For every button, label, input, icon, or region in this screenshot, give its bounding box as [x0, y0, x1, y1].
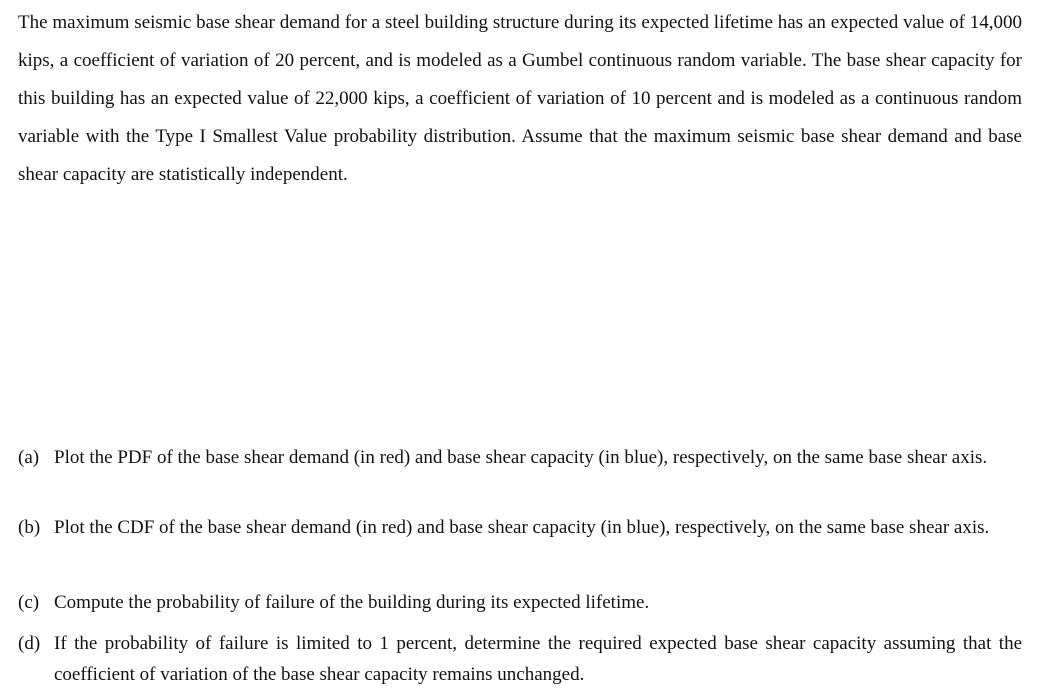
problem-intro-paragraph: The maximum seismic base shear demand for a steel building structure during its expected lifetime has an expected value of 14,000 kips, a coefficient of variation of 20 percent, and is modeled as a Gumbel continuous random variable. The base shear capacity for this building has an expected value of 22,000 kips, a coefficient of variation of 10 percent and is modeled as a continuous random variable with the Type I Smallest Value probability distribution. Assume that the maximum seismic base shear demand and base shear capacity are statistically independent. [18, 12, 1022, 185]
part-c-label: (c) [18, 592, 40, 613]
problem-part-a [18, 442, 1022, 473]
problem-statement [18, 0, 1022, 685]
part-b-text: Plot the CDF of the base shear demand (in red) and base shear capacity (in blue), respectively, on the same base shear axis. [54, 517, 990, 538]
part-a-label: (a) [18, 447, 40, 468]
part-c-text: Compute the probability of failure of the building during its expected lifetime. [54, 592, 650, 613]
problem-part-d [18, 628, 1022, 690]
problem-part-c [18, 587, 1022, 618]
part-d-label: (d) [18, 633, 41, 654]
part-b-label: (b) [18, 517, 41, 538]
part-a-text: Plot the PDF of the base shear demand (in red) and base shear capacity (in blue), respectively, on the same base shear axis. [54, 447, 988, 468]
problem-part-b [18, 512, 1022, 543]
part-d-text: If the probability of failure is limited to 1 percent, determine the required expected base shear capacity assuming that the coefficient of variation of the base shear capacity remains unchanged. [54, 633, 1022, 685]
